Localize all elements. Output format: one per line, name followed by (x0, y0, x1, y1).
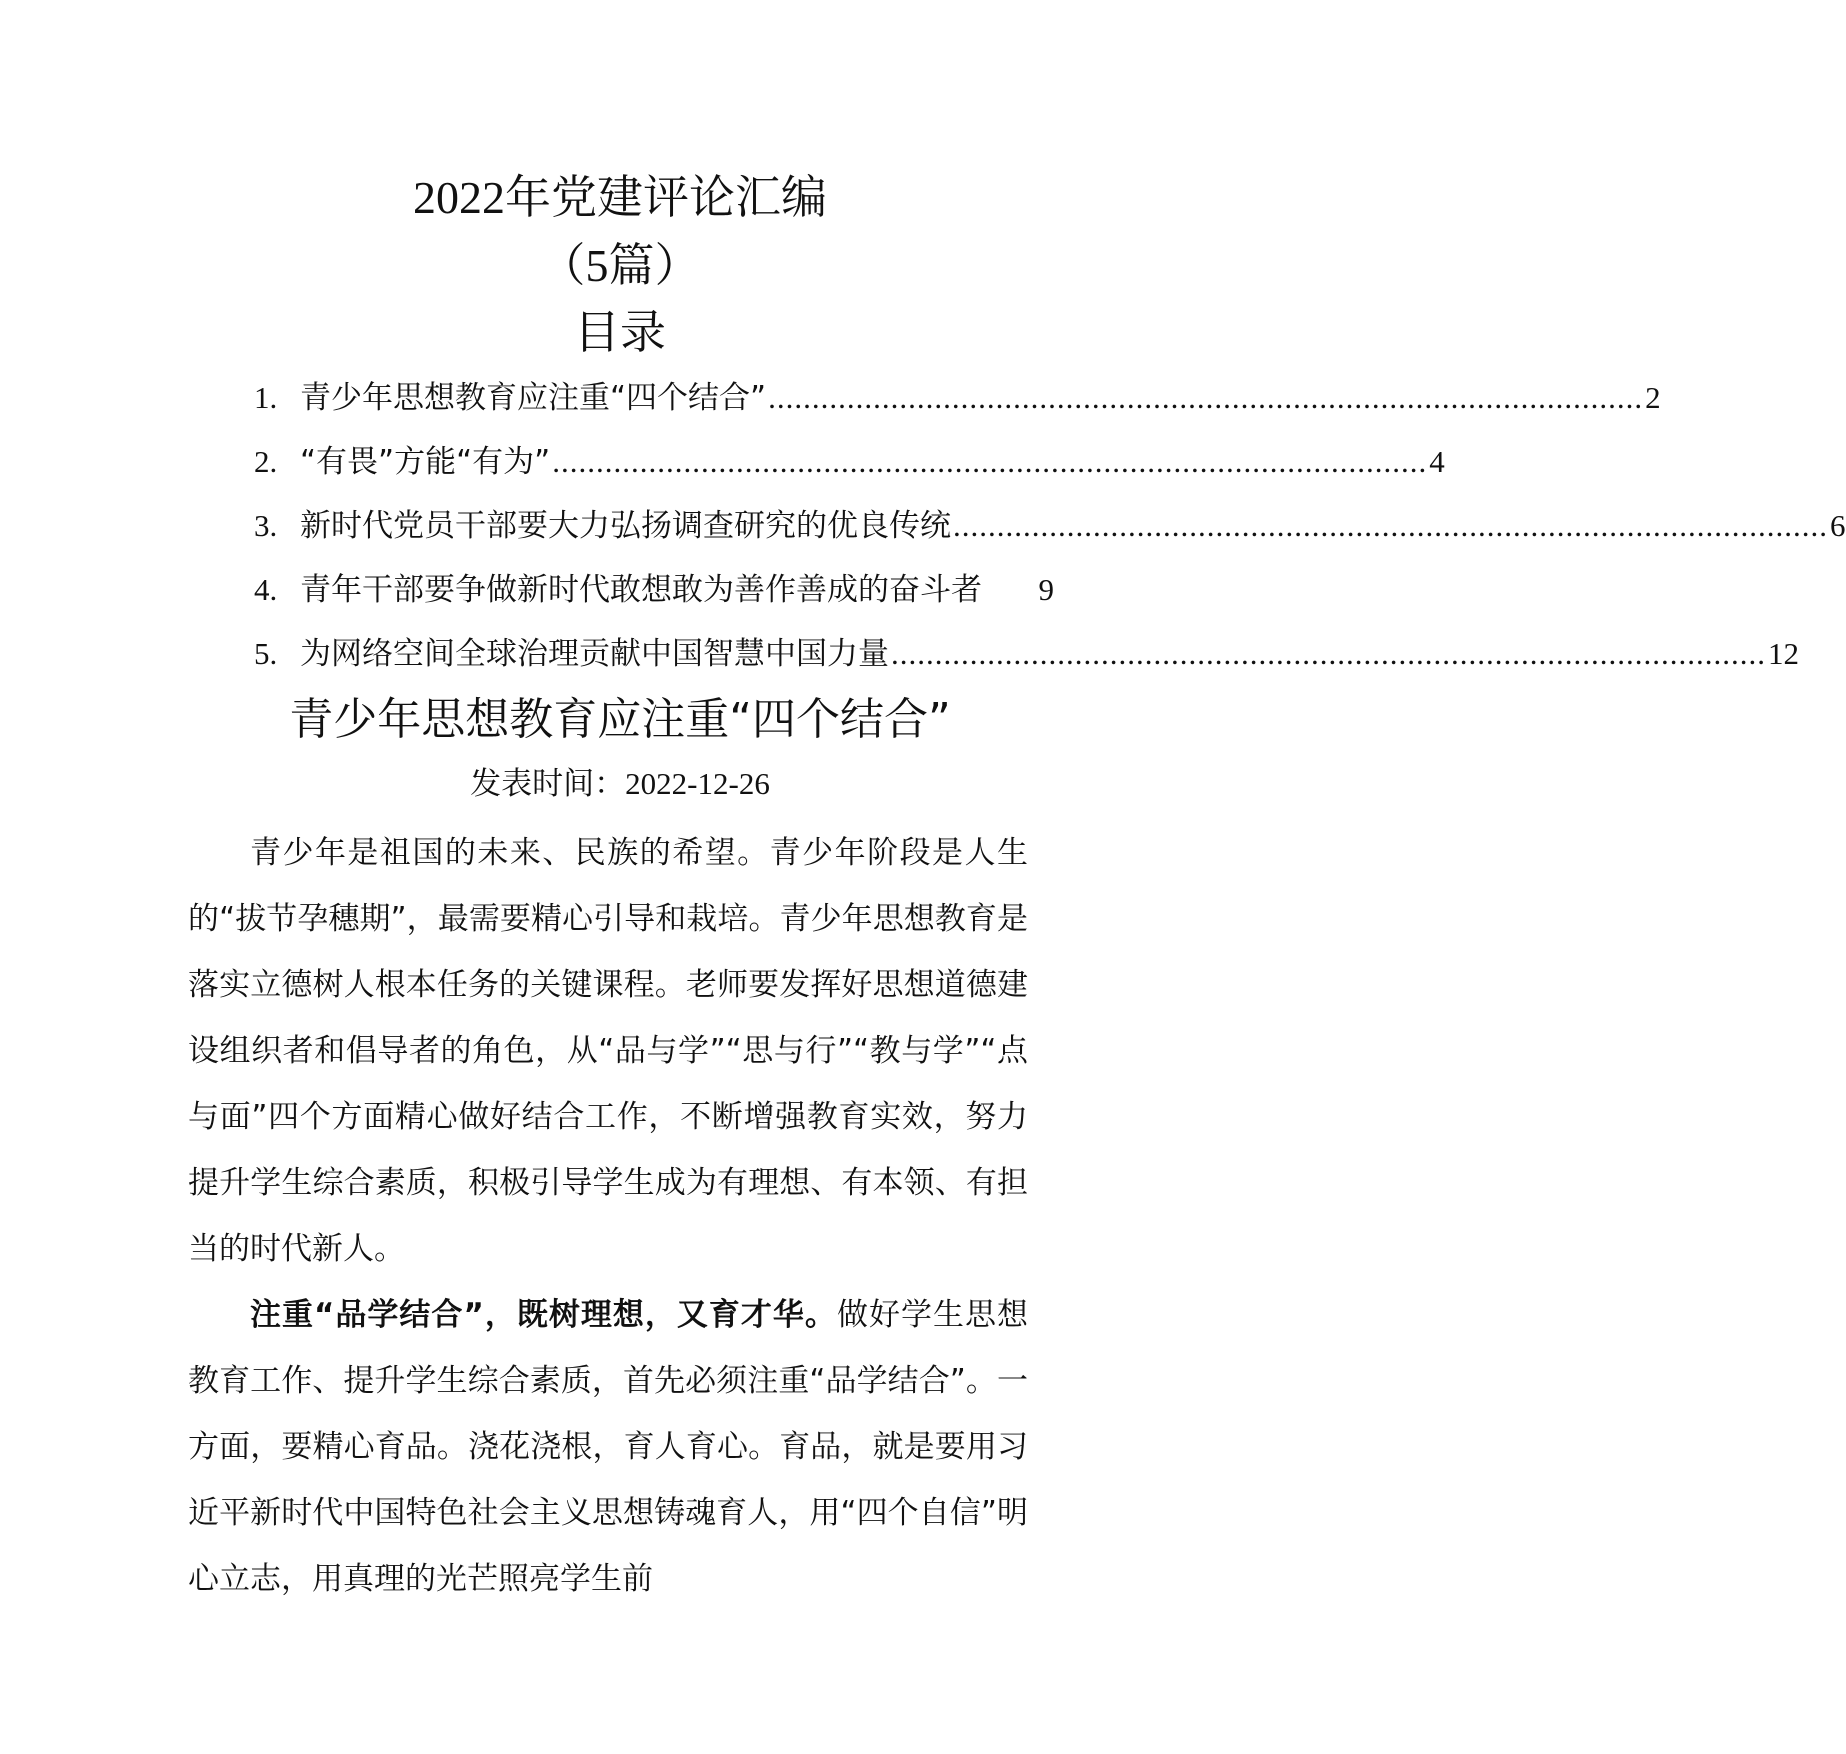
article-paragraph (188, 1282, 1028, 1612)
toc-item-number: 4. (254, 572, 278, 607)
toc-item-title: 青年干部要争做新时代敢想敢为善作善成的奋斗者 (300, 572, 982, 608)
toc-item-number: 1. (254, 380, 278, 415)
article-paragraph: 青少年是祖国的未来、民族的希望。青少年阶段是人生的“拔节孕穗期”，最需要精心引导和栽培。青少年思想教育是落实立德树人根本任务的关键课程。老师要发挥好思想道德建设组织者和倡导者的角色，从“品与学”“思与行”“教与学”“点与面”四个方面精心做好结合工作，不断增强教育实效，努力提升学生综合素质，积极引导学生成为有理想、有本领、有担当的时代新人。 (188, 835, 1028, 1267)
toc-item-page: 9 (1038, 572, 1054, 607)
toc-item[interactable] (254, 366, 1661, 430)
toc-item-number: 5. (254, 636, 278, 671)
article-date-value: 2022-12-26 (625, 766, 770, 801)
article-title: 青少年思想教育应注重“四个结合” (289, 694, 951, 745)
paragraph-lead-bold: 注重“品学结合”，既树理想，又育才华。 (250, 1297, 837, 1333)
toc-leader-dots: .................................................................................................... (953, 508, 1828, 543)
toc-item[interactable] (254, 494, 1846, 558)
toc-item-title: “有畏”方能“有为” (300, 444, 551, 480)
toc-item-page: 6 (1830, 508, 1846, 543)
document-title: 2022年党建评论汇编 (413, 172, 827, 223)
toc-item-title: 为网络空间全球治理贡献中国智慧中国力量 (300, 636, 889, 672)
toc-leader-dots: .................................................................................................... (891, 636, 1766, 671)
toc-leader-dots: .................................................................................................... (552, 444, 1428, 479)
toc-leader-dots: .................................................................................................... (768, 380, 1644, 415)
toc-heading: 目录 (574, 305, 666, 359)
toc-item[interactable] (254, 430, 1445, 494)
toc-item-title: 新时代党员干部要大力弘扬调查研究的优良传统 (300, 508, 951, 544)
toc-item[interactable] (254, 622, 1799, 686)
article-body (188, 820, 1028, 1612)
table-of-contents (254, 366, 1846, 686)
toc-item-number: 3. (254, 508, 278, 543)
toc-item-page: 12 (1768, 636, 1799, 671)
document-subtitle: （5篇） (539, 240, 701, 291)
paragraph-text: 做好学生思想教育工作、提升学生综合素质，首先必须注重“品学结合”。一方面，要精心育品。浇花浇根，育人育心。育品，就是要用习近平新时代中国特色社会主义思想铸魂育人，用“四个自信”明心立志，用真理的光芒照亮学生前 (188, 1297, 1029, 1597)
article-date (0, 762, 1240, 806)
toc-item[interactable] (254, 558, 1054, 622)
toc-item-title: 青少年思想教育应注重“四个结合” (300, 380, 767, 416)
toc-item-page: 4 (1429, 444, 1445, 479)
article-date-label: 发表时间： (470, 766, 626, 802)
toc-item-page: 2 (1645, 380, 1661, 415)
toc-item-number: 2. (254, 444, 278, 479)
